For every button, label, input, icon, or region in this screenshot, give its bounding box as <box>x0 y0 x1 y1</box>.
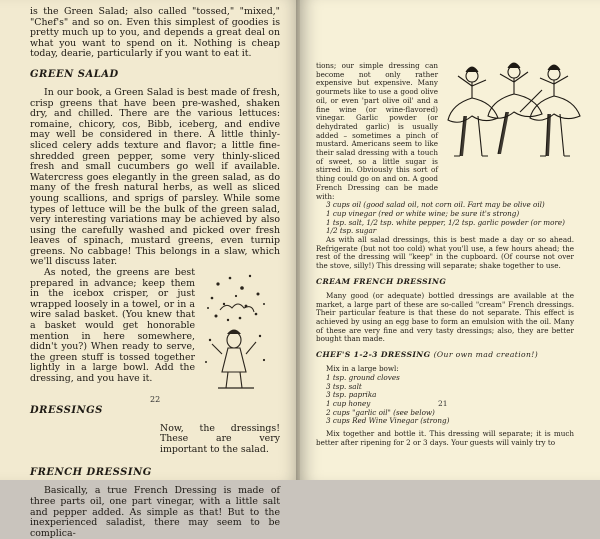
ingredient-item: 3 tsp. salt <box>326 381 362 391</box>
green-salad-paragraph-2: As noted, the greens are best prepared in advance; keep them in the icebox crisper, or just wrapped loosely in a towel, or in a wire salad basket. (You knew that a basket would get honorable mention in here somewhere, didn't you?) When ready to serve, the green stuff is tossed together lightly in a large bowl. Add the dressing, and you have it. <box>30 267 195 384</box>
ingredient-item: 1 cup vinegar (red or white wine; be sure it's strong) <box>326 208 520 218</box>
page-number-right: 21 <box>438 399 448 408</box>
heading-green-salad: GREEN SALAD <box>30 68 119 80</box>
right-page <box>300 0 600 480</box>
chefs-dressing-ingredients <box>326 374 574 426</box>
can-can-dancers-illustration <box>442 58 582 176</box>
heading-cream-french-dressing: CREAM FRENCH DRESSING <box>316 276 447 286</box>
chef-salad-illustration <box>198 270 276 398</box>
ingredient-item: 3 cups Red Wine Vinegar (strong) <box>326 416 450 426</box>
ingredient-item: 2 cups "garlic oil" (see below) <box>326 407 435 417</box>
heading-french-dressing: FRENCH DRESSING <box>30 467 152 479</box>
mix-intro: Mix in a large bowl: <box>326 364 399 374</box>
heading-dressings: DRESSINGS <box>30 404 103 416</box>
ingredient-item: 1 tsp. ground cloves <box>326 372 400 382</box>
green-salad-paragraph-1: In our book, a Green Salad is best made of fresh, crisp greens that have been pre-washed, shaken dry, and chilled. There are the various lettuces: romaine, chicory, cos, Bibb, iceberg, and endive may well be considered in there. A little thinly-sliced celery adds texture and flavor; a little fine-shredded green pepper, some very thinly-sliced fresh and small cucumbers go well if available. Watercress goes elegantly in the green salad, as do many of the fresh natural herbs, as well as sliced young scallions, and sprigs of parsley. While some types of lettuce will be the bulk of the green salad, very interesting variations may be achieved by also using the carefully washed and picked over fresh leaves of spinach, mustard greens, even turnip greens. No cabbage! This belongs in a slaw, which we'll discuss later. <box>30 86 280 268</box>
cream-dressing-paragraph: Many good (or adequate) bottled dressings are available at the market, a large part of these are so-called "cream" French dressings. Their particular feature is that these do not separate. This effect is achieved by using an egg base to form an emulsion with the oil. Many of these are very fine and very tasty dressings; also, they are better bought than made. <box>316 290 574 344</box>
ingredient-item: 1/2 tsp. sugar <box>326 226 377 236</box>
green-salad-wrap <box>30 268 280 385</box>
ingredient-item: 3 cups oil (good salad oil, not corn oil. Fart may be olive oil) <box>326 200 545 210</box>
french-dressing-ingredients <box>326 201 574 236</box>
heading-chefs-dressing <box>316 350 574 359</box>
ingredient-item: 1 tsp. salt, 1/2 tsp. white pepper, 1/2 tsp. garlic powder (or more) <box>326 217 565 227</box>
right-paragraph-2: As with all salad dressings, this is best made a day or so ahead. Refrigerate (but not too cold) what you'll use, a few hours ahead; the rest of the dressing will "keep" in the cupboard. (Of course not over the stove, silly!) This dressing will separate; shake together to use. <box>316 235 574 271</box>
intro-paragraph: is the Green Salad; also called "tossed," "mixed," "Chef's" and so on. Even this simplest of goodies is pretty much up to you, and depends a great deal on what you want to spend on it. Nothing is cheap today, dearie, particularly if you want to eat it. <box>30 6 280 60</box>
ingredient-item: 3 tsp. paprika <box>326 390 377 400</box>
page-number-left: 22 <box>150 395 161 404</box>
right-paragraph-1: tions; our simple dressing can become not only rather expensive but expensive. Many gourmets like to use a good olive oil, or even 'part olive oil' and a fine wine (or wine-flavored) vinegar. Garlic powder (or dehydrated garlic) is usually added – sometimes a pinch of mustard. Americans seem to like their salad dressing with a touch of sweet, so a little sugar is stirred in. Obviously this sort of thing could go on and on. A good French Dressing can be made with: <box>316 61 438 201</box>
chefs-dressing-subtitle: (Our own mad creation!) <box>433 350 539 360</box>
french-dressing-paragraph: Basically, a true French Dressing is made of three parts oil, one part vinegar, with a little salt and pepper added. As simple as that! But to the inexperienced saladist, there may seem to be complica- <box>30 485 280 539</box>
chefs-dressing-title: CHEF'S 1-2-3 DRESSING <box>316 350 431 360</box>
ingredient-item: 1 cup honey <box>326 398 371 408</box>
dressings-caption: Now, the dressings! These are very important to the salad. <box>160 422 280 455</box>
right-paragraph-end: Mix together and bottle it. This dressing will separate; it is much better after ripening for 2 or 3 days. Your guests will vainly try to <box>316 429 574 447</box>
